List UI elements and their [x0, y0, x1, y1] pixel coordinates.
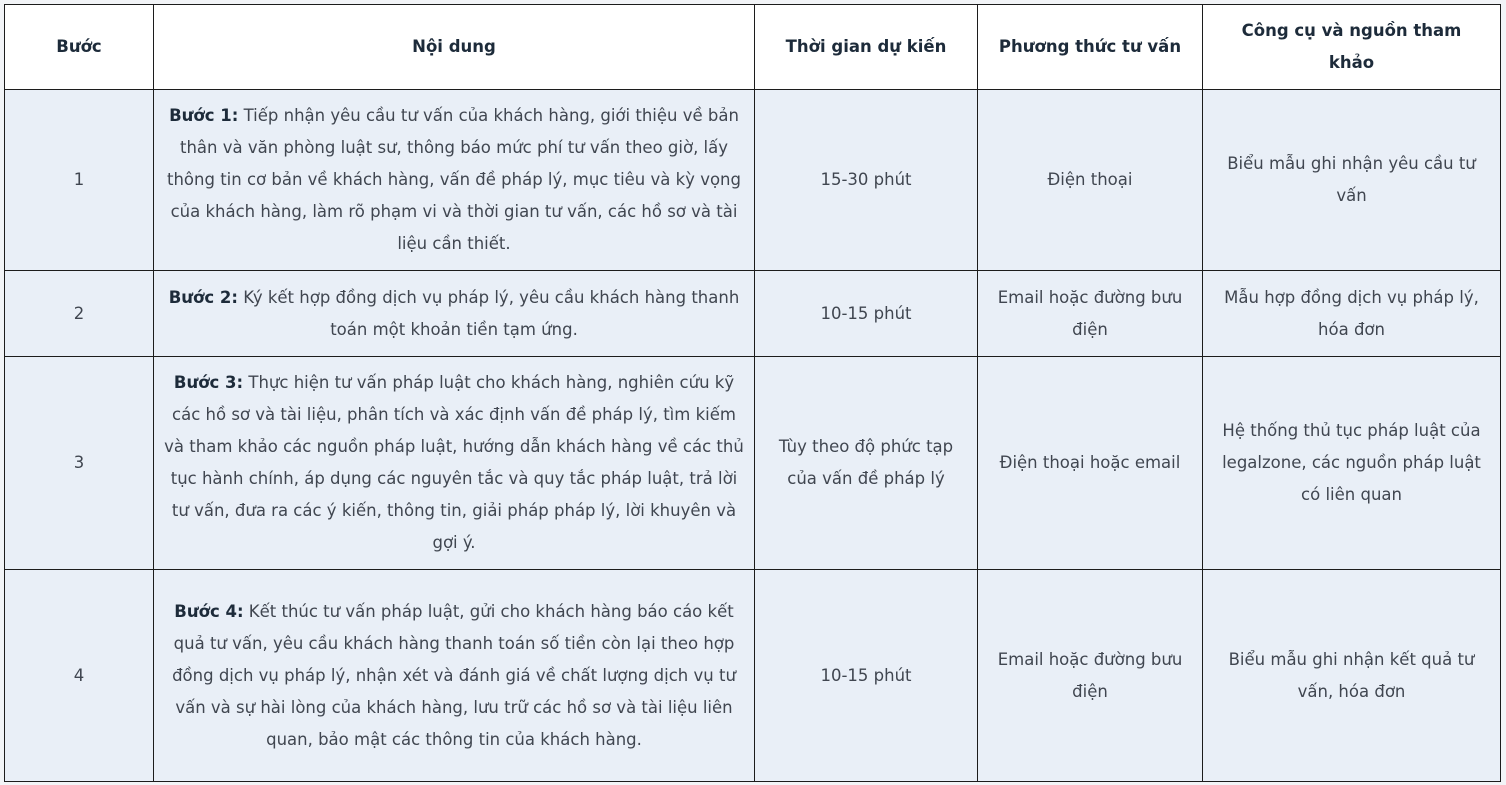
step-content: [154, 357, 755, 570]
step-label: Bước 4:: [174, 601, 244, 621]
step-number: 3: [5, 357, 154, 570]
step-number: 2: [5, 271, 154, 357]
header-tools-references: Công cụ và nguồn tham khảo: [1203, 5, 1501, 90]
step-number: 4: [5, 570, 154, 782]
table-row: [5, 357, 1501, 570]
step-description: Ký kết hợp đồng dịch vụ pháp lý, yêu cầu khách hàng thanh toán một khoản tiền tạm ứng.: [237, 287, 740, 339]
step-method: Email hoặc đường bưu điện: [978, 271, 1203, 357]
step-time: 10-15 phút: [755, 271, 978, 357]
step-description: Thực hiện tư vấn pháp luật cho khách hàng, nghiên cứu kỹ các hồ sơ và tài liệu, phân tích và xác định vấn đề pháp lý, tìm kiếm và tham khảo các nguồn pháp luật, hướng dẫn khách hàng về các thủ tục hành chính, áp dụng các nguyên tắc và quy tắc pháp luật, trả lời tư vấn, đưa ra các ý kiến, thông tin, giải pháp pháp lý, lời khuyên và gợi ý.: [164, 373, 744, 552]
step-tools: Biểu mẫu ghi nhận yêu cầu tư vấn: [1203, 90, 1501, 271]
step-content: [154, 90, 755, 271]
step-time: Tùy theo độ phức tạp của vấn đề pháp lý: [755, 357, 978, 570]
step-label: Bước 2:: [168, 287, 238, 307]
header-content: Nội dung: [154, 5, 755, 90]
step-tools: Hệ thống thủ tục pháp luật của legalzone, các nguồn pháp luật có liên quan: [1203, 357, 1501, 570]
table-row: [5, 90, 1501, 271]
step-label: Bước 3:: [173, 373, 244, 392]
step-label: Bước 1:: [169, 106, 239, 125]
table-row: [5, 271, 1501, 357]
consulting-process-table: [4, 4, 1501, 782]
step-method: Email hoặc đường bưu điện: [978, 570, 1203, 782]
header-consulting-method: Phương thức tư vấn: [978, 5, 1203, 90]
table-row: [5, 570, 1501, 782]
step-method: Điện thoại hoặc email: [978, 357, 1203, 570]
step-number: 1: [5, 90, 154, 271]
step-tools: Mẫu hợp đồng dịch vụ pháp lý, hóa đơn: [1203, 271, 1501, 357]
header-expected-time: Thời gian dự kiến: [755, 5, 978, 90]
step-content: [154, 570, 755, 782]
step-method: Điện thoại: [978, 90, 1203, 271]
process-table-container: [4, 4, 1500, 781]
header-step: Bước: [5, 5, 154, 90]
step-time: 15-30 phút: [755, 90, 978, 271]
step-description: Kết thúc tư vấn pháp luật, gửi cho khách hàng báo cáo kết quả tư vấn, yêu cầu khách hàng thanh toán số tiền còn lại theo hợp đồng dịch vụ pháp lý, nhận xét và đánh giá về chất lượng dịch vụ tư vấn và sự hài lòng của khách hàng, lưu trữ các hồ sơ và tài liệu liên quan, bảo mật các thông tin của khách hàng.: [172, 601, 736, 749]
step-description: Tiếp nhận yêu cầu tư vấn của khách hàng, giới thiệu về bản thân và văn phòng luật sư, thông báo mức phí tư vấn theo giờ, lấy thông tin cơ bản về khách hàng, vấn đề pháp lý, mục tiêu và kỳ vọng của khách hàng, làm rõ phạm vi và thời gian tư vấn, các hồ sơ và tài liệu cần thiết.: [167, 106, 741, 253]
step-tools: Biểu mẫu ghi nhận kết quả tư vấn, hóa đơn: [1203, 570, 1501, 782]
step-time: 10-15 phút: [755, 570, 978, 782]
table-header-row: [5, 5, 1501, 90]
step-content: [154, 271, 755, 357]
